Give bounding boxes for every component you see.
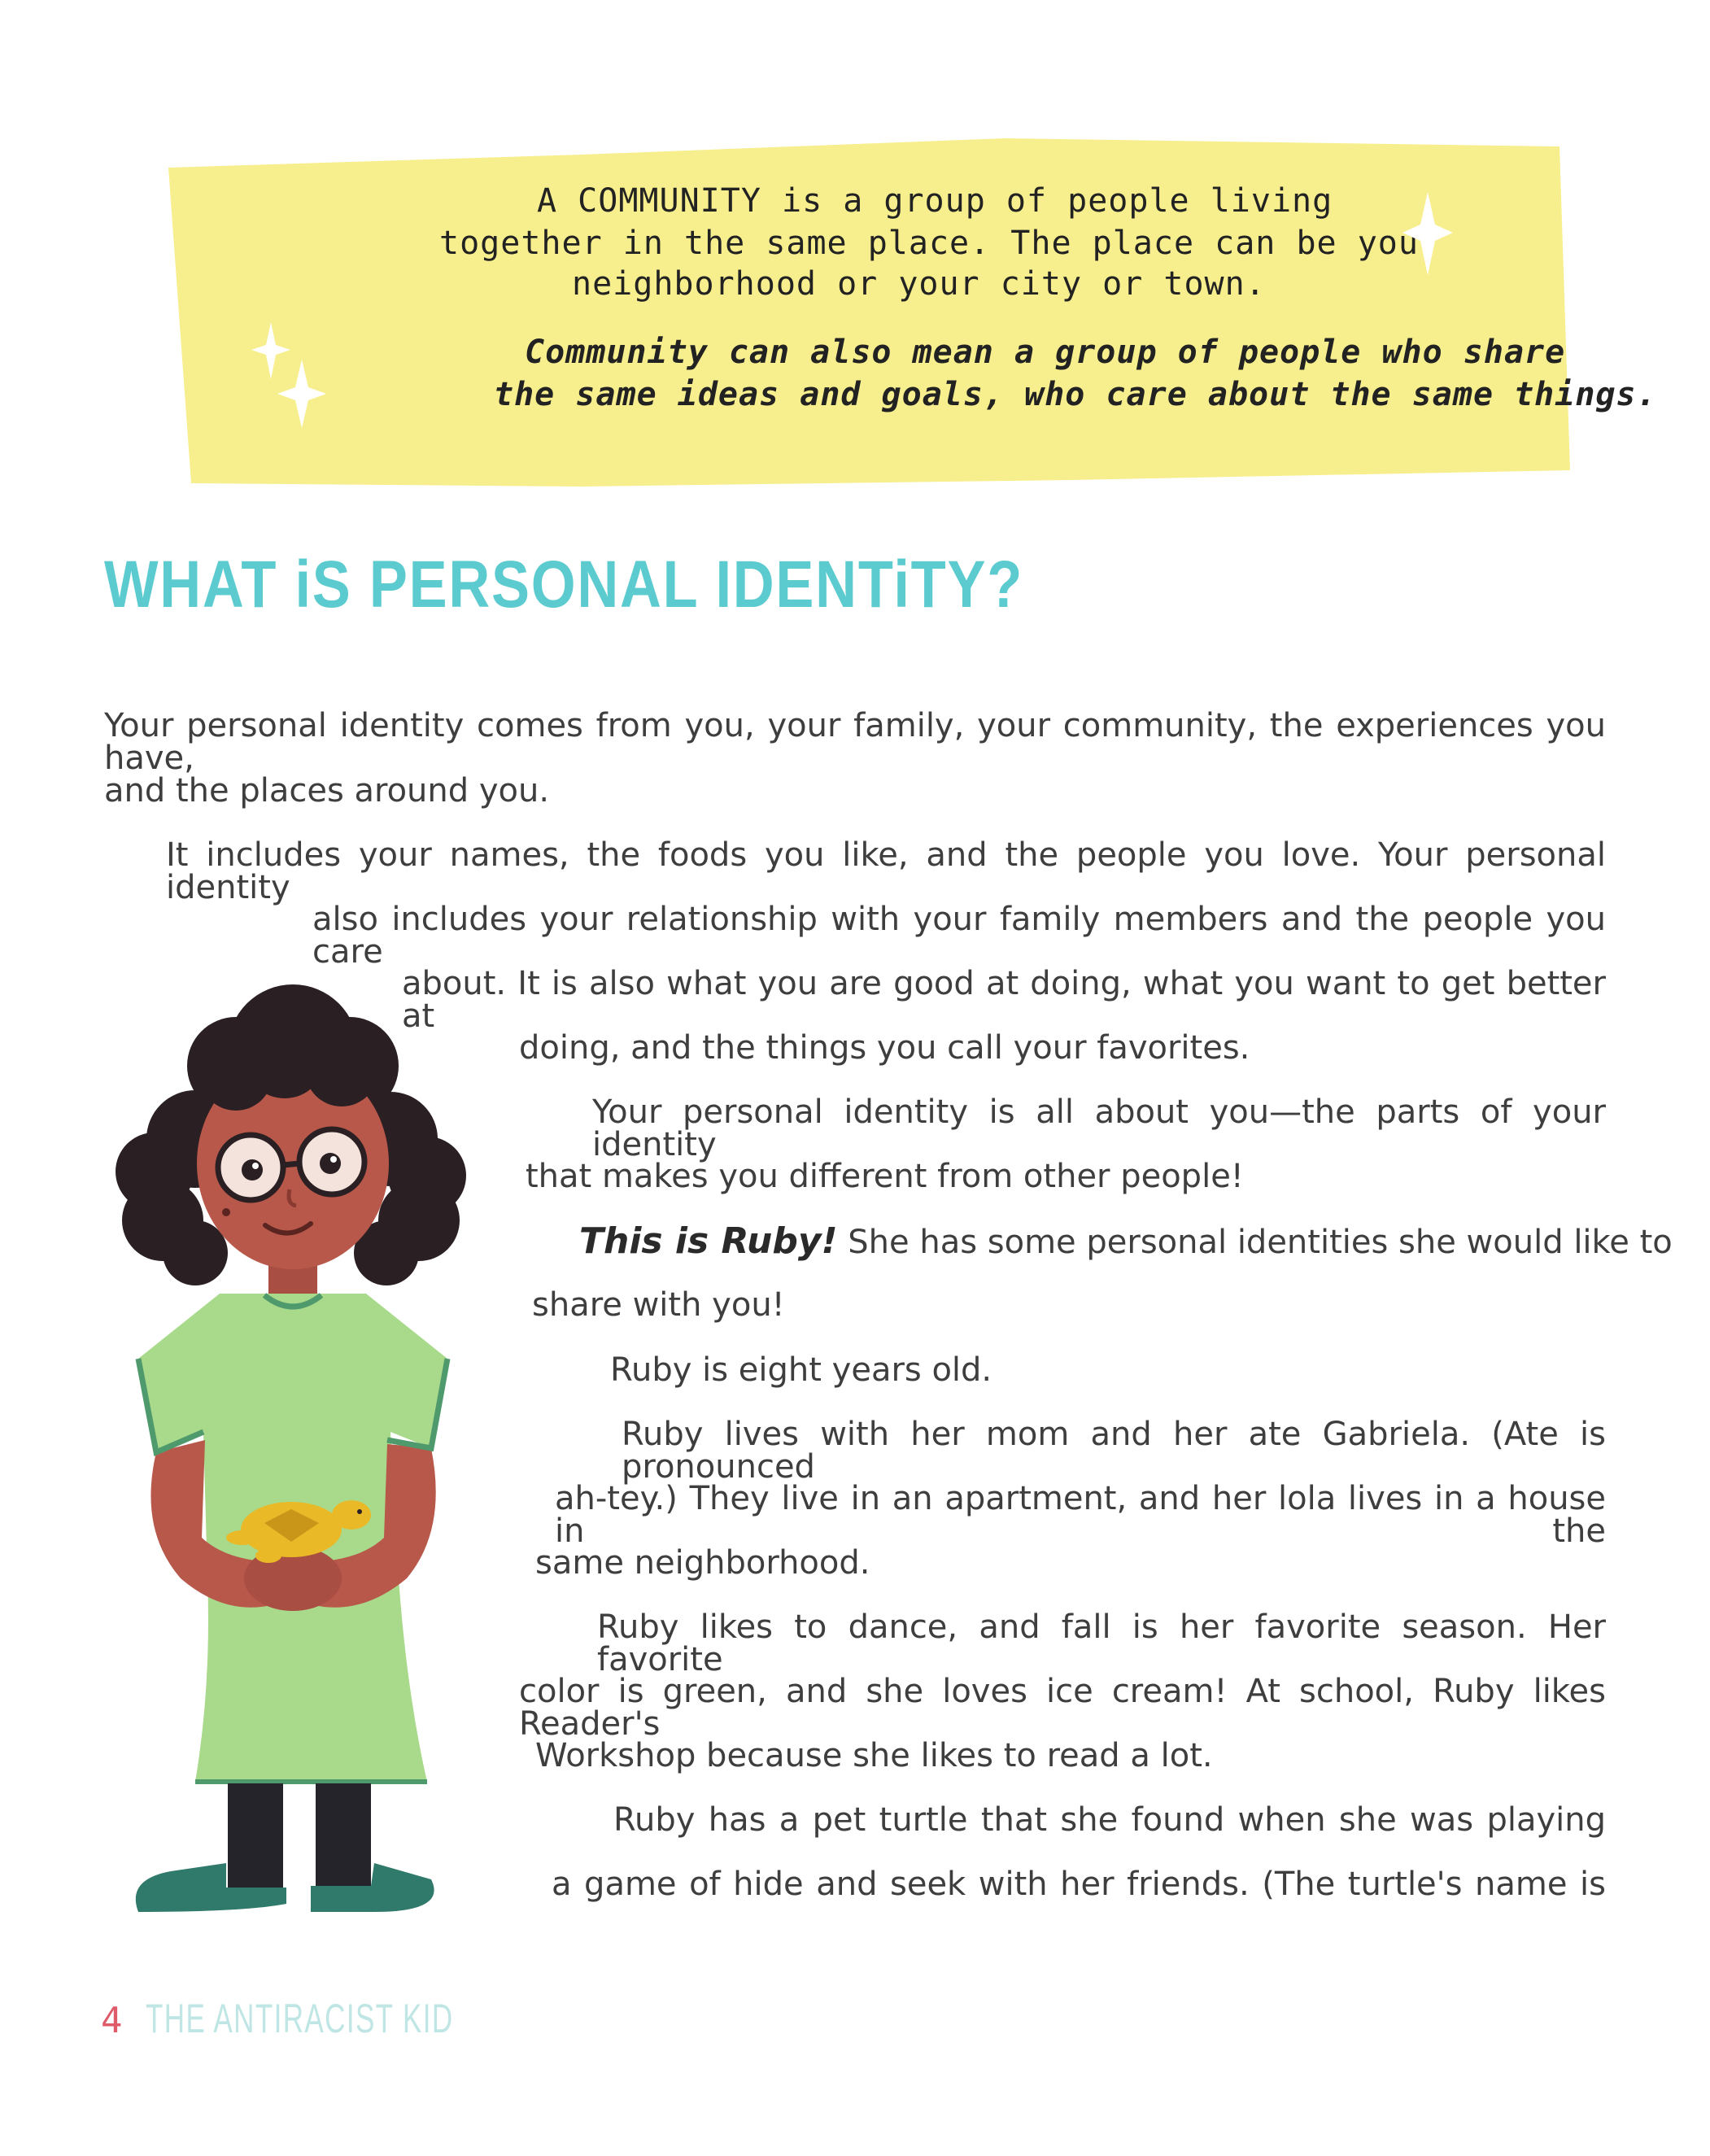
- sparkle-icon: [248, 317, 329, 431]
- body-line: about. It is also what you are good at doing, what you want to get better at: [402, 965, 1606, 1035]
- body-line: It includes your names, the foods you like, and the people you love. Your personal identity: [166, 836, 1606, 906]
- body-line: Your personal identity is all about you—the parts of your identity: [592, 1093, 1606, 1163]
- body-line: Ruby lives with her mom and her ate Gabriela. (Ate is pronounced: [622, 1416, 1606, 1486]
- callout-line: neighborhood or your city or town.: [572, 265, 1266, 303]
- ruby-emphasis: This is Ruby!: [579, 1220, 838, 1262]
- book-title: THE ANTIRACIST KID: [145, 1996, 454, 2041]
- callout-line: the same ideas and goals, who care about the same things.: [494, 376, 1657, 413]
- girl-illustration: [106, 976, 480, 1912]
- body-line: a game of hide and seek with her friends. (The turtle's name is: [552, 1866, 1606, 1903]
- body-line: also includes your relationship with your family members and the people you care: [312, 901, 1606, 971]
- body-line: share with you!: [532, 1286, 785, 1324]
- body-line: doing, and the things you call your favorites.: [519, 1029, 1250, 1067]
- section-heading: WHAT iS PERSONAL IDENTiTY?: [104, 548, 1023, 622]
- body-line: color is green, and she loves ice cream! At school, Ruby likes Reader's: [519, 1673, 1606, 1743]
- community-definition-callout: [159, 104, 1657, 487]
- body-line: Workshop because she likes to read a lot.: [535, 1737, 1213, 1774]
- callout-line: A COMMUNITY is a group of people living: [537, 182, 1333, 220]
- body-line: Your personal identity comes from you, your family, your community, the experiences you have,: [104, 707, 1606, 777]
- body-line: same neighborhood.: [535, 1544, 870, 1582]
- callout-line: Community can also mean a group of people who share: [525, 334, 1566, 371]
- body-line: Ruby is eight years old.: [610, 1351, 992, 1389]
- page-number: 4: [101, 2000, 123, 2041]
- sparkle-icon: [1399, 189, 1456, 278]
- page-footer: [101, 1995, 585, 2042]
- body-line: Ruby likes to dance, and fall is her favorite season. Her favorite: [597, 1608, 1606, 1678]
- body-line: Ruby has a pet turtle that she found when she was playing: [613, 1801, 1606, 1839]
- body-line-ruby-intro: [579, 1220, 1673, 1262]
- body-line: that makes you different from other people!: [526, 1158, 1244, 1195]
- body-line-text: She has some personal identities she would like to: [848, 1224, 1673, 1261]
- body-line: ah-tey.) They live in an apartment, and her lola lives in a house in the: [555, 1480, 1606, 1550]
- body-line: and the places around you.: [104, 772, 550, 810]
- callout-line: together in the same place. The place can be your: [439, 225, 1440, 262]
